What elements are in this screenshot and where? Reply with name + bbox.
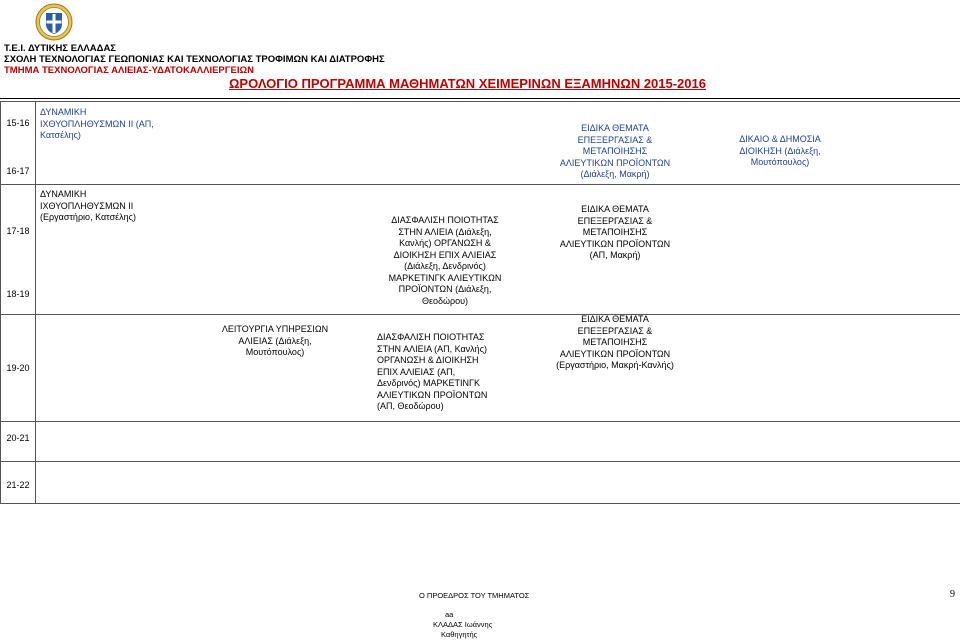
school-name: ΣΧΟΛΗ ΤΕΧΝΟΛΟΓΙΑΣ ΓΕΩΠΟΝΙΑΣ ΚΑΙ ΤΕΧΝΟΛΟΓΙΑΣ ΤΡΟΦΙΜΩΝ ΚΑΙ ΔΙΑΤΡΟΦΗΣ [4,54,385,65]
department-name: ΤΜΗΜΑ ΤΕΧΝΟΛΟΓΙΑΣ ΑΛΙΕΙΑΣ-ΥΔΑΤΟΚΑΛΛΙΕΡΓΕΙΩΝ [4,65,254,76]
greek-coat-of-arms-logo [35,3,73,41]
time-slot: 19-20 [6,363,30,373]
course-cell: ΕΙΔΙΚΑ ΘΕΜΑΤΑ ΕΠΕΞΕΡΓΑΣΙΑΣ & ΜΕΤΑΠΟΙΗΣΗΣ ΑΛΙΕΥΤΙΚΩΝ ΠΡΟΪΟΝΤΩΝ (ΑΠ, Μακρή) [559,204,671,260]
page-number: 9 [950,589,955,600]
course-cell: ΔΙΚΑΙΟ & ΔΗΜΟΣΙΑ ΔΙΟΙΚΗΣΗ (Διάλεξη, Μουτόπουλος) [739,134,821,167]
course-cell: ΔΥΝΑΜΙΚΗ ΙΧΘΥΟΠΛΗΘΥΣΜΩΝ ΙΙ (Εργαστήριο, Κατσέλης) [40,189,136,222]
course-cell: ΔΥΝΑΜΙΚΗ ΙΧΘΥΟΠΛΗΘΥΣΜΩΝ ΙΙ (ΑΠ, Κατσέλης) [40,107,154,140]
header-divider [0,98,960,99]
course-cell: ΕΙΔΙΚΑ ΘΕΜΑΤΑ ΕΠΕΞΕΡΓΑΣΙΑΣ & ΜΕΤΑΠΟΙΗΣΗΣ ΑΛΙΕΥΤΙΚΩΝ ΠΡΟΪΟΝΤΩΝ (Διάλεξη, Μακρή) [559,123,671,179]
signatory-title: Καθηγητής [441,630,478,639]
time-slot: 15-16 [6,118,30,128]
course-cell: ΔΙΑΣΦΑΛΙΣΗ ΠΟΙΟΤΗΤΑΣ ΣΤΗΝ ΑΛΙΕΙΑ (ΑΠ, Κανλής) ΟΡΓΑΝΩΣΗ & ΔΙΟΙΚΗΣΗ ΕΠΙΧ ΑΛΙΕΙΑΣ (ΑΠ, Δενδρινός) ΜΑΡΚΕΤΙΝΓΚ ΑΛΙΕΥΤΙΚΩΝ ΠΡΟΪΟΝΤΩΝ (ΑΠ, Θεοδώρου) [377,332,488,411]
signature-role: Ο ΠΡΟΕΔΡΟΣ ΤΟΥ ΤΜΗΜΑΤΟΣ [419,591,530,600]
time-slot: 18-19 [6,289,30,299]
signature-mark: aa [445,610,454,619]
time-slot: 20-21 [6,433,30,443]
course-cell: ΕΙΔΙΚΑ ΘΕΜΑΤΑ ΕΠΕΞΕΡΓΑΣΙΑΣ & ΜΕΤΑΠΟΙΗΣΗΣ ΑΛΙΕΥΤΙΚΩΝ ΠΡΟΪΟΝΤΩΝ (Εργαστήριο, Μακρή-Κανλής) [556,314,674,370]
time-slot: 17-18 [6,226,30,236]
course-cell: ΔΙΑΣΦΑΛΙΣΗ ΠΟΙΟΤΗΤΑΣ ΣΤΗΝ ΑΛΙΕΙΑ (Διάλεξη, Κανλής) ΟΡΓΑΝΩΣΗ & ΔΙΟΙΚΗΣΗ ΕΠΙΧ ΑΛΙΕΙΑΣ (Διάλεξη, Δενδρινός) ΜΑΡΚΕΤΙΝΓΚ ΑΛΙΕΥΤΙΚΩΝ ΠΡΟΪΟΝΤΩΝ (Διάλεξη, Θεοδώρου) [388,215,502,306]
institution-name: Τ.Ε.Ι. ΔΥΤΙΚΗΣ ΕΛΛΑΔΑΣ [4,43,117,54]
signatory-name: ΚΛΑΔΑΣ Ιωάννης [433,620,493,629]
time-slot: 21-22 [6,480,30,490]
page-title: ΩΡΟΛΟΓΙΟ ΠΡΟΓΡΑΜΜΑ ΜΑΘΗΜΑΤΩΝ ΧΕΙΜΕΡΙΝΩΝ ΕΞΑΜΗΝΩΝ 2015-2016 [229,76,706,91]
time-slot: 16-17 [6,166,30,176]
course-cell: ΛΕΙΤΟΥΡΓΙΑ ΥΠΗΡΕΣΙΩΝ ΑΛΙΕΙΑΣ (Διάλεξη, Μουτόπουλος) [221,324,329,357]
